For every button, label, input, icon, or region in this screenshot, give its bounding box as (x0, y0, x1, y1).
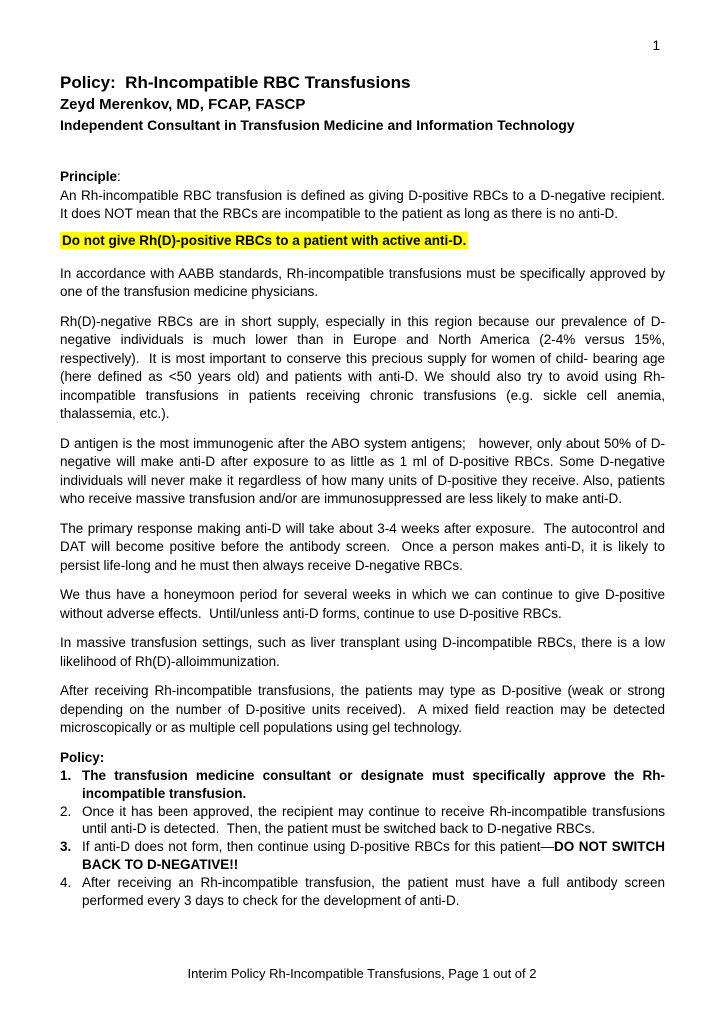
principle-heading-colon: : (117, 169, 121, 184)
policy-heading: Policy: (60, 749, 105, 765)
page-number: 1 (652, 38, 660, 53)
body-paragraph: In massive transfusion settings, such as liver transplant using D-incompatible RBCs, there is a low likelihood of Rh(D)-alloimmunization. (60, 635, 669, 669)
body-paragraph: In accordance with AABB standards, Rh-incompatible transfusions must be specifically approved by one of the transfusion medicine physicians. (60, 265, 669, 299)
body-paragraph: Rh(D)-negative RBCs are in short supply, especially in this region because our prevalence of D-negative individuals is much lower than in Europe and North America (2-4% versus 15%, respectively). It is most important to conserve this precious supply for women of child- bearing age (here defined as <50 years old) and patients with anti-D. We should also try to avoid using Rh-incompatible transfusions in patients receiving chronic transfusions (e.g. sickle cell anemia, thalassemia, etc.). (60, 313, 669, 421)
principle-heading-label: Principle (60, 169, 118, 184)
affiliation-line: Independent Consultant in Transfusion Medicine and Information Technology (60, 117, 575, 133)
policy-item (60, 803, 669, 839)
policy-item-text: The transfusion medicine consultant or designate must specifically approve the Rh-incompatible transfusion. (82, 768, 665, 801)
policy-item-number: 3. (60, 839, 72, 855)
page-footer: Interim Policy Rh-Incompatible Transfusions, Page 1 out of 2 (187, 966, 537, 981)
policy-item-text (82, 838, 669, 874)
body-paragraph: We thus have a honeymoon period for several weeks in which we can continue to give D-positive without adverse effects. Until/unless anti-D forms, continue to use D-positive RBCs. (60, 587, 669, 621)
body-paragraph: D antigen is the most immunogenic after the ABO system antigens; however, only about 50% of D-negative will make anti-D after exposure to as little as 1 ml of D-positive RBCs. Some D-negative individuals will never make it regardless of how many units of D-positive they receive. Also, patients who receive massive transfusion and/or are immunosuppressed are less likely to make anti-D. (60, 435, 669, 506)
principle-heading (60, 168, 665, 187)
policy-item (60, 767, 665, 803)
author-line: Zeyd Merenkov, MD, FCAP, FASCP (60, 96, 306, 113)
policy-item-text: After receiving an Rh-incompatible transfusion, the patient must have a full antibody screen performed every 3 days to check for the development of anti-D. (82, 874, 669, 908)
body-paragraph: The primary response making anti-D will take about 3-4 weeks after exposure. The autocontrol and DAT will become positive before the antibody screen. Once a person makes anti-D, it is likely to persist life-long and he must then always receive D-negative RBCs. (60, 520, 669, 573)
principle-intro-paragraph: An Rh-incompatible RBC transfusion is defined as giving D-positive RBCs to a D-negative recipient. It does NOT mean that the RBCs are incompatible to the patient as long as there is no anti-D. (60, 187, 673, 221)
policy-item-text-emphasis: DO NOT SWITCH BACK TO D-NEGATIVE!! (82, 839, 669, 872)
warning-highlight-text: Do not give Rh(D)-positive RBCs to a patient with active anti-D. (62, 232, 467, 248)
policy-item (60, 874, 669, 910)
document-title: Policy: Rh-Incompatible RBC Transfusions (60, 73, 411, 92)
policy-item-number: 2. (60, 803, 72, 819)
policy-item (60, 838, 669, 874)
policy-item-number: 4. (60, 874, 72, 890)
policy-item-text: Once it has been approved, the recipient may continue to receive Rh-incompatible transfusions until anti-D is detected. Then, the patient must be switched back to D-negative RBCs. (82, 803, 669, 837)
body-paragraph: After receiving Rh-incompatible transfusions, the patients may type as D-positive (weak or strong depending on the number of D-positive units received). A mixed field reaction may be detected microscopically or as multiple cell populations using gel technology. (60, 683, 669, 735)
warning-line (60, 231, 665, 250)
policy-item-number: 1. (60, 768, 72, 783)
policy-item-text-regular: If anti-D does not form, then continue using D-positive RBCs for this patient— (82, 839, 554, 855)
policy-list (60, 767, 669, 909)
